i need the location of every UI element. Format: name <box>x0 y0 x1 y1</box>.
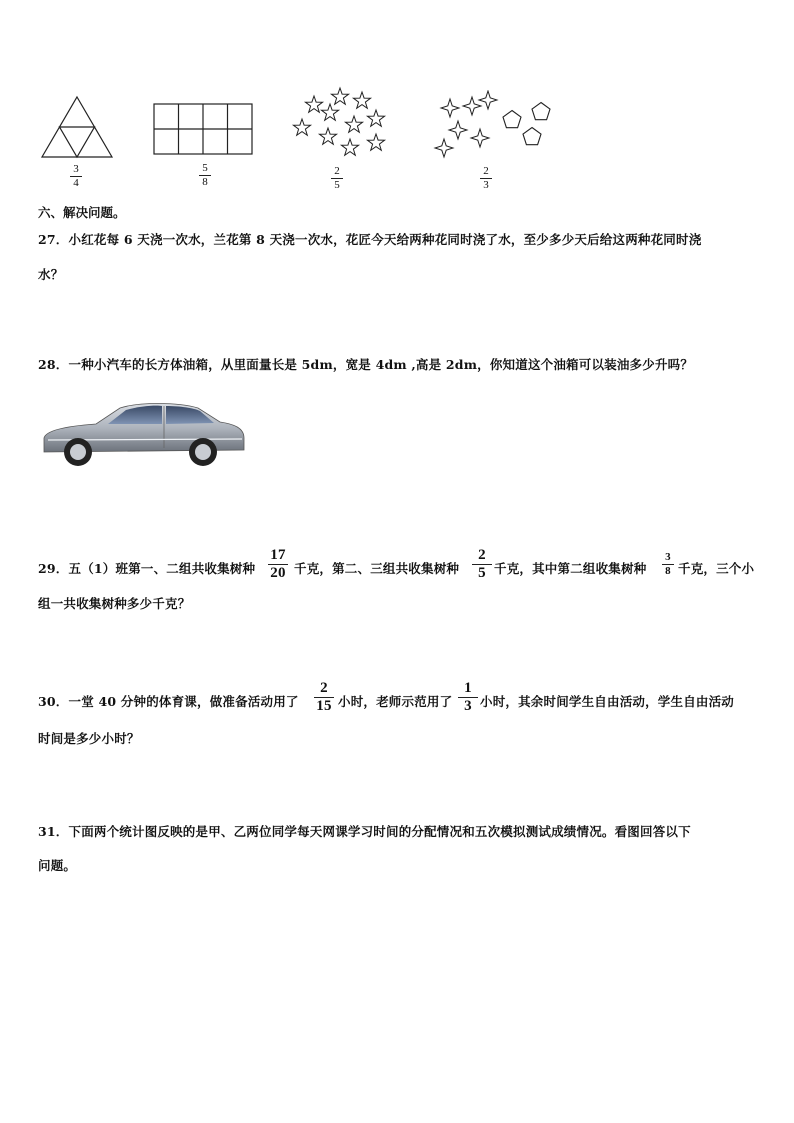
four-point-star-icon <box>449 121 467 139</box>
four-point-star-icon <box>463 97 481 115</box>
star-icon <box>305 96 322 112</box>
stars-fraction: 2 5 <box>331 165 343 192</box>
q29-part1: 29．五（1）班第一、二组共收集树种 <box>38 561 256 576</box>
q29-part4: 千克，三个小 <box>678 561 755 576</box>
q31-line2: 问题。 <box>38 858 77 873</box>
star-icon <box>331 88 348 104</box>
star-icon <box>321 104 338 120</box>
q30-part1: 30．一堂 40 分钟的体育课，做准备活动用了 <box>38 694 299 709</box>
q29-part3: 千克，其中第二组收集树种 <box>494 561 647 576</box>
q29-fraction-2-5: 2 5 <box>472 547 492 582</box>
q27-line2: 水？ <box>38 267 64 282</box>
q29-line2: 组一共收集树种多少千克？ <box>38 596 191 611</box>
shapes-fraction: 2 3 <box>480 165 492 192</box>
triangle-figure <box>40 95 115 160</box>
star-icon <box>367 134 384 150</box>
section-title: 六、解决问题。 <box>38 205 126 220</box>
star-icon <box>319 128 336 144</box>
q30-part3: 小时，其余时间学生自由活动，学生自由活动 <box>480 694 735 709</box>
q28-line1: 28．一种小汽车的长方体油箱，从里面量长是 5dm，宽是 4dm ,高是 2dm，你知道这个油箱可以装油多少升吗？ <box>38 357 694 372</box>
pentagon-icon <box>532 103 550 120</box>
four-point-star-icon <box>471 129 489 147</box>
star-icon <box>293 119 310 135</box>
q29-fraction-17-20: 17 20 <box>268 547 288 582</box>
star-icon <box>353 92 370 108</box>
four-point-star-icon <box>435 139 453 157</box>
q30-part2: 小时，老师示范用了 <box>338 694 453 709</box>
grid-figure <box>153 103 253 155</box>
four-point-star-icon <box>479 91 497 109</box>
car-image <box>38 398 248 470</box>
q29-part2: 千克，第二、三组共收集树种 <box>294 561 460 576</box>
q30-fraction-1-3: 1 3 <box>458 680 478 715</box>
q29-fraction-3-8: 3 8 <box>662 551 674 578</box>
stars-figure <box>288 85 388 160</box>
q31-line1: 31．下面两个统计图反映的是甲、乙两位同学每天网课学习时间的分配情况和五次模拟测试成绩情况。看图回答以下 <box>38 824 691 839</box>
pentagon-icon <box>503 111 521 128</box>
q27-line1: 27．小红花每 6 天浇一次水，兰花第 8 天浇一次水，花匠今天给两种花同时浇了水，至少多少天后给这两种花同时浇 <box>38 232 702 247</box>
shapes-figure <box>432 90 557 162</box>
star-icon <box>341 139 358 155</box>
star-icon <box>345 116 362 132</box>
grid-fraction: 5 8 <box>199 162 211 189</box>
four-point-star-icon <box>441 99 459 117</box>
pentagon-icon <box>523 128 541 145</box>
q30-fraction-2-15: 2 15 <box>314 680 334 715</box>
triangle-fraction: 3 4 <box>70 163 82 190</box>
star-icon <box>367 110 384 126</box>
q30-line2: 时间是多少小时？ <box>38 731 140 746</box>
